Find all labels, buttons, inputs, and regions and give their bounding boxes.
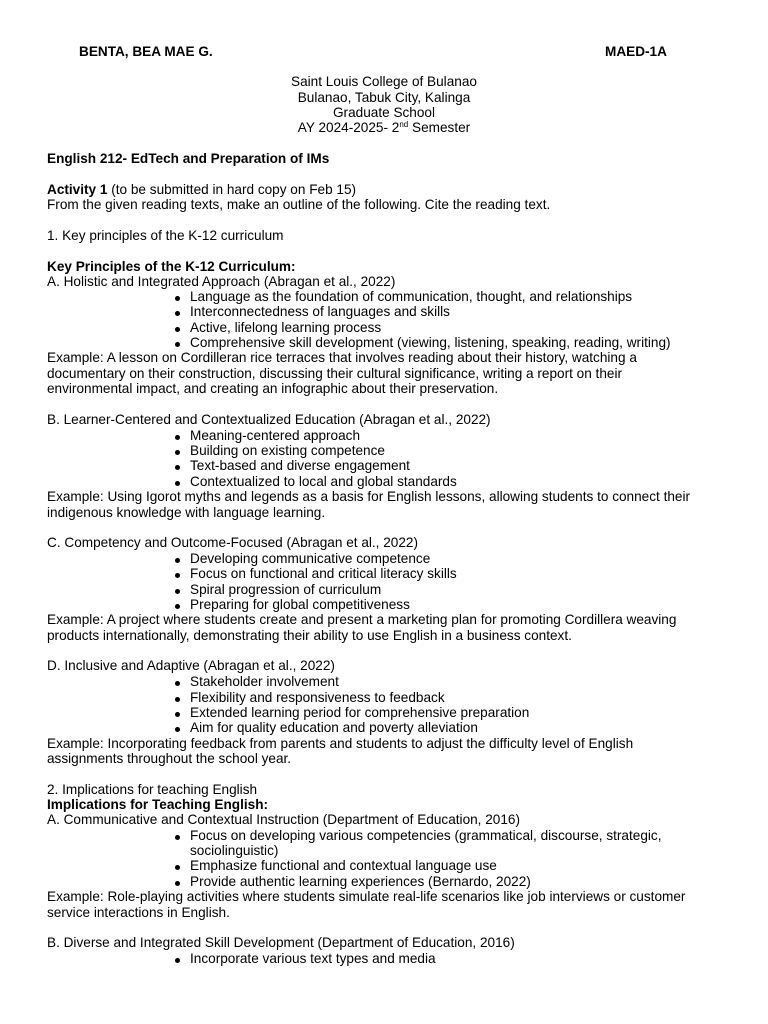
section-d-example: Example: Incorporating feedback from parents and students to adjust the difficulty level of English bbox=[47, 736, 634, 751]
implications-a-bullet: Focus on developing various competencies (grammatical, discourse, strategic, bbox=[190, 828, 662, 843]
section-a-bullet: Comprehensive skill development (viewing, listening, speaking, reading, writing) bbox=[190, 335, 671, 350]
student-name: BENTA, BEA MAE G. bbox=[79, 44, 213, 59]
bullet-dot bbox=[175, 681, 180, 686]
bullet-dot bbox=[175, 296, 180, 301]
section-d-bullet: Aim for quality education and poverty alleviation bbox=[190, 720, 478, 735]
school-division: Graduate School bbox=[332, 105, 436, 120]
implications-a-example: Example: Role-playing activities where students simulate real-life scenarios like job interviews or customer bbox=[47, 889, 686, 904]
question-2: 2. Implications for teaching English bbox=[47, 782, 258, 797]
bullet-dot bbox=[175, 558, 180, 563]
section-c-bullet: Spiral progression of curriculum bbox=[190, 582, 382, 597]
section-b-example: indigenous knowledge with language learning. bbox=[47, 505, 326, 520]
section-d-title: D. Inclusive and Adaptive (Abragan et al., 2022) bbox=[47, 658, 335, 673]
implications-b-bullet: Incorporate various text types and media bbox=[190, 951, 436, 966]
implications-a-title: A. Communicative and Contextual Instruction (Department of Education, 2016) bbox=[47, 812, 521, 827]
section-c-example: products internationally, demonstrating their ability to use English in a business context. bbox=[47, 628, 572, 643]
bullet-dot bbox=[175, 573, 180, 578]
activity-note: (to be submitted in hard copy on Feb 15) bbox=[107, 182, 357, 197]
section-a-example: documentary on their construction, discussing their cultural significance, writing a report on their bbox=[47, 366, 622, 381]
section-d-example: assignments throughout the school year. bbox=[47, 751, 292, 766]
term-prefix: AY 2024-2025- 2 bbox=[297, 120, 400, 135]
activity-instruction: From the given reading texts, make an outline of the following. Cite the reading text. bbox=[47, 197, 551, 212]
section-d-bullet: Stakeholder involvement bbox=[190, 674, 339, 689]
bullet-dot bbox=[175, 727, 180, 732]
section-b-example: Example: Using Igorot myths and legends as a basis for English lessons, allowing students to connect their bbox=[47, 489, 691, 504]
bullet-dot bbox=[175, 450, 180, 455]
section-a-bullet: Interconnectedness of languages and skills bbox=[190, 304, 450, 319]
section-d-bullet: Extended learning period for comprehensive preparation bbox=[190, 705, 530, 720]
program-code: MAED-1A bbox=[605, 44, 667, 59]
bullet-dot bbox=[175, 712, 180, 717]
bullet-dot bbox=[175, 589, 180, 594]
section-b-bullet: Contextualized to local and global standards bbox=[190, 474, 457, 489]
bullet-dot bbox=[175, 481, 180, 486]
school-address: Bulanao, Tabuk City, Kalinga bbox=[297, 90, 471, 105]
bullet-dot bbox=[175, 311, 180, 316]
implications-b-title: B. Diverse and Integrated Skill Development (Department of Education, 2016) bbox=[47, 935, 515, 950]
question-1: 1. Key principles of the K-12 curriculum bbox=[47, 228, 284, 243]
academic-term bbox=[0, 120, 768, 136]
section-a-title: A. Holistic and Integrated Approach (Abragan et al., 2022) bbox=[47, 274, 396, 289]
activity-line bbox=[47, 182, 356, 198]
section-b-bullet: Building on existing competence bbox=[190, 443, 385, 458]
bullet-dot bbox=[175, 604, 180, 609]
bullet-dot bbox=[175, 465, 180, 470]
bullet-dot bbox=[175, 835, 180, 840]
section-c-bullet: Developing communicative competence bbox=[190, 551, 431, 566]
section-b-bullet: Text-based and diverse engagement bbox=[190, 458, 410, 473]
term-suffix: Semester bbox=[408, 120, 471, 135]
implications-a-bullet: Provide authentic learning experiences (Bernardo, 2022) bbox=[190, 874, 531, 889]
section-c-bullet: Focus on functional and critical literacy skills bbox=[190, 566, 457, 581]
section-a-bullet: Active, lifelong learning process bbox=[190, 320, 382, 335]
bullet-dot bbox=[175, 881, 180, 886]
section-b-title: B. Learner-Centered and Contextualized Education (Abragan et al., 2022) bbox=[47, 412, 491, 427]
school-name: Saint Louis College of Bulanao bbox=[291, 74, 477, 89]
key-principles-heading: Key Principles of the K-12 Curriculum: bbox=[47, 259, 296, 274]
section-c-title: C. Competency and Outcome-Focused (Abragan et al., 2022) bbox=[47, 535, 419, 550]
section-a-bullet: Language as the foundation of communication, thought, and relationships bbox=[190, 289, 633, 304]
section-c-example: Example: A project where students create and present a marketing plan for promoting Cordillera weaving bbox=[47, 612, 677, 627]
section-c-bullet: Preparing for global competitiveness bbox=[190, 597, 410, 612]
term-superscript: nd bbox=[399, 120, 409, 129]
bullet-dot bbox=[175, 435, 180, 440]
activity-label: Activity 1 bbox=[47, 182, 108, 197]
section-a-example: environmental impact, and creating an infographic about their preservation. bbox=[47, 381, 499, 396]
section-a-example: Example: A lesson on Cordilleran rice terraces that involves reading about their history, watching a bbox=[47, 350, 637, 365]
course-title: English 212- EdTech and Preparation of IMs bbox=[47, 151, 330, 166]
bullet-dot bbox=[175, 958, 180, 963]
bullet-dot bbox=[175, 342, 180, 347]
section-d-bullet: Flexibility and responsiveness to feedback bbox=[190, 690, 445, 705]
bullet-dot bbox=[175, 865, 180, 870]
bullet-dot bbox=[175, 697, 180, 702]
implications-heading: Implications for Teaching English: bbox=[47, 797, 269, 812]
section-b-bullet: Meaning-centered approach bbox=[190, 428, 361, 443]
implications-a-bullet: Emphasize functional and contextual language use bbox=[190, 858, 497, 873]
implications-a-example: service interactions in English. bbox=[47, 905, 230, 920]
bullet-dot bbox=[175, 327, 180, 332]
implications-a-bullet-cont: sociolinguistic) bbox=[190, 843, 279, 858]
